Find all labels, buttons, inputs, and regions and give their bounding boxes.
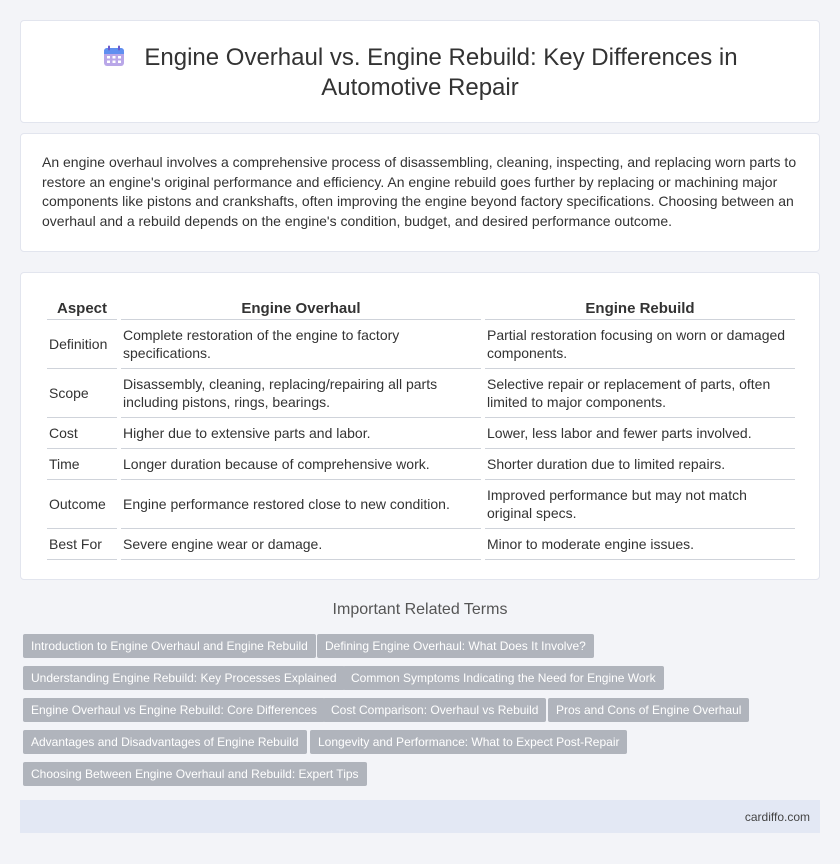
related-tag[interactable]: Engine Overhaul vs Engine Rebuild: Core Differences: [23, 698, 325, 722]
related-tag[interactable]: Longevity and Performance: What to Expect Post-Repair: [310, 730, 627, 754]
row-rebuild: Minor to moderate engine issues.: [485, 529, 795, 560]
row-aspect: Definition: [47, 320, 117, 369]
related-tag[interactable]: Pros and Cons of Engine Overhaul: [548, 698, 749, 722]
row-overhaul: Severe engine wear or damage.: [121, 529, 481, 560]
related-tag[interactable]: Introduction to Engine Overhaul and Engine Rebuild: [23, 634, 316, 658]
related-tag[interactable]: Choosing Between Engine Overhaul and Rebuild: Expert Tips: [23, 762, 367, 786]
intro-card: [20, 133, 820, 252]
row-rebuild: Lower, less labor and fewer parts involved.: [485, 418, 795, 449]
row-rebuild: Improved performance but may not match original specs.: [485, 480, 795, 529]
table-row: [47, 480, 795, 529]
row-aspect: Cost: [47, 418, 117, 449]
comparison-card: [20, 272, 820, 580]
column-header-aspect: Aspect: [47, 293, 117, 320]
related-tag[interactable]: Understanding Engine Rebuild: Key Processes Explained: [23, 666, 345, 690]
row-rebuild: Partial restoration focusing on worn or damaged components.: [485, 320, 795, 369]
table-row: [47, 449, 795, 480]
row-aspect: Scope: [47, 369, 117, 418]
footer-site-name[interactable]: cardiffo.com: [744, 810, 810, 824]
row-rebuild: Shorter duration due to limited repairs.: [485, 449, 795, 480]
column-header-rebuild: Engine Rebuild: [485, 293, 795, 320]
title-card: [20, 20, 820, 123]
related-tag[interactable]: Common Symptoms Indicating the Need for Engine Work: [343, 666, 664, 690]
table-row: [47, 369, 795, 418]
footer-bar: [20, 800, 820, 833]
related-tag[interactable]: Advantages and Disadvantages of Engine Rebuild: [23, 730, 307, 754]
row-overhaul: Higher due to extensive parts and labor.: [121, 418, 481, 449]
comparison-table: [43, 293, 799, 560]
table-row: [47, 529, 795, 560]
intro-paragraph: An engine overhaul involves a comprehensive process of disassembling, cleaning, inspecting, and replacing worn parts to restore an engine's original performance and efficiency. An engine rebuild goes further by replacing or machining major components like pistons and crankshafts, often improving the engine beyond factory specifications. Choosing between an overhaul and a rebuild depends on the engine's condition, budget, and desired performance outcome.: [42, 154, 797, 229]
table-row: [47, 320, 795, 369]
related-tag[interactable]: Defining Engine Overhaul: What Does It Involve?: [317, 634, 594, 658]
calendar-icon: [102, 44, 126, 68]
row-aspect: Time: [47, 449, 117, 480]
table-row: [47, 418, 795, 449]
page-title: [21, 43, 819, 103]
row-aspect: Outcome: [47, 480, 117, 529]
page-title-text: Engine Overhaul vs. Engine Rebuild: Key Differences in Automotive Repair: [144, 44, 738, 101]
row-rebuild: Selective repair or replacement of parts, often limited to major components.: [485, 369, 795, 418]
related-tag[interactable]: Cost Comparison: Overhaul vs Rebuild: [323, 698, 546, 722]
row-overhaul: Longer duration because of comprehensive work.: [121, 449, 481, 480]
row-overhaul: Disassembly, cleaning, replacing/repairing all parts including pistons, rings, bearings.: [121, 369, 481, 418]
row-overhaul: Complete restoration of the engine to factory specifications.: [121, 320, 481, 369]
row-overhaul: Engine performance restored close to new condition.: [121, 480, 481, 529]
row-aspect: Best For: [47, 529, 117, 560]
column-header-overhaul: Engine Overhaul: [121, 293, 481, 320]
related-terms-heading: Important Related Terms: [332, 601, 508, 618]
